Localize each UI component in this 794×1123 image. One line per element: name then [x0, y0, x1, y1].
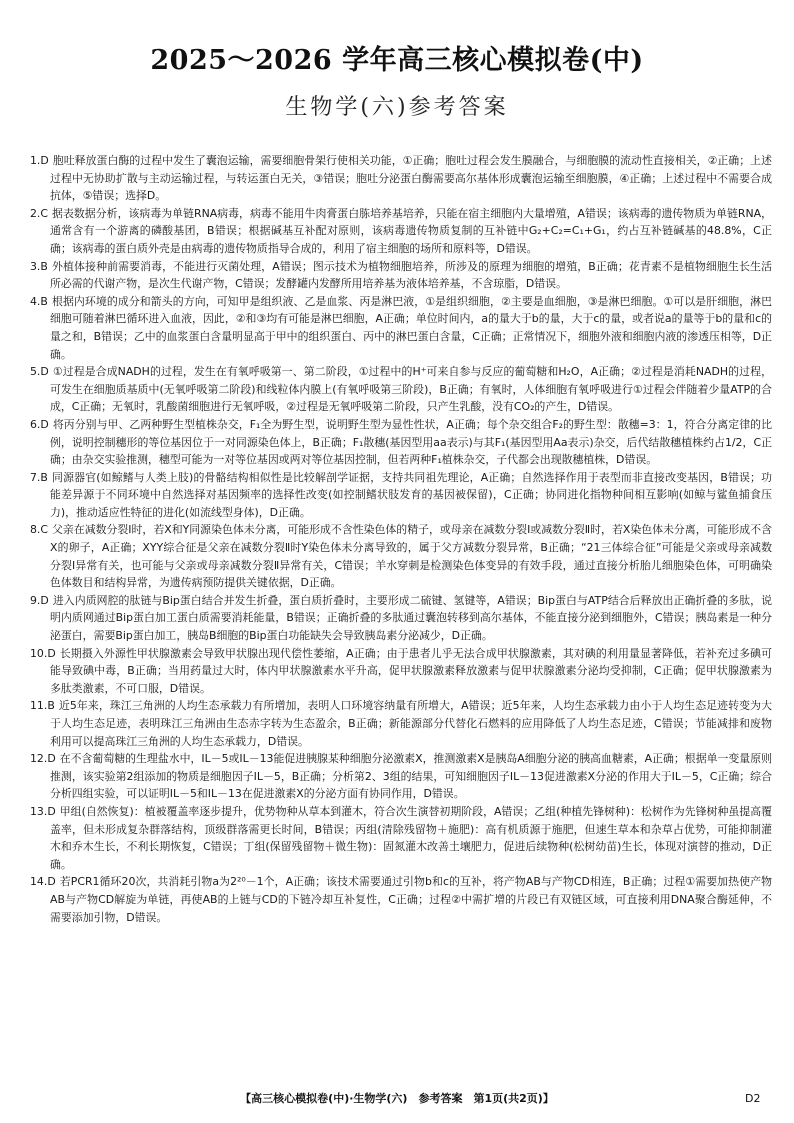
answer-item	[30, 873, 772, 926]
answer-item	[30, 293, 772, 363]
answer-key: C	[40, 523, 49, 537]
answer-explanation: 同源器官(如鲸鳍与人类上肢)的骨骼结构相似性是比较解剖学证据，支持共同祖先理论，A正确；自然选择作用于表型而非直接改变基因，B错误；功能差异源于不同环境中自然选择对基因频率的选择性改变(如控制鳍状肢发育的基因被保留)，C正确；协同进化指物种间相互影响(如鲸与鲨鱼捕食压力)，推动适应性特征的进化(如流线型身体)，D正确。	[50, 470, 772, 519]
answer-key: D	[47, 646, 56, 660]
answer-key: D	[47, 875, 56, 889]
page-title: 2025～2026 学年高三核心模拟卷(中)	[150, 45, 644, 76]
answer-number: 8.	[30, 523, 41, 537]
page-subtitle: 生物学(六)参考答案	[285, 95, 509, 120]
answer-number: 12.	[30, 752, 48, 766]
answer-item	[30, 469, 772, 522]
answer-explanation: 胞吐释放蛋白酶的过程中发生了囊泡运输，需要细胞骨架行使相关功能，①正确；胞吐过程会发生膜融合，与细胞膜的流动性直接相关，②正确；上述过程中无协助扩散与主动运输过程，与转运蛋白无关，③错误；胞吐分泌蛋白酶需要高尔基体形成囊泡运输至细胞膜，④正确；上述过程中不需要合成抗体，⑤错误；选择D。	[50, 154, 772, 203]
answer-number: 6.	[30, 417, 41, 431]
answer-item	[30, 592, 772, 645]
answer-key: D	[47, 752, 56, 766]
answer-number: 13.	[30, 804, 48, 818]
answer-explanation: 据表数据分析，该病毒为单链RNA病毒，病毒不能用牛肉膏蛋白胨培养基培养，只能在宿主细胞内大量增殖，A错误；该病毒的遗传物质为单链RNA，通常含有一个游离的磷酸基团，B错误；根据碱基互补配对原则，该病毒遗传物质复制的互补链中G₂+C₂=C₁+G₁，约占互补链碱基的48.8%，C正确；该病毒的蛋白质外壳是由病毒的遗传物质指导合成的，利用了宿主细胞的场所和原料等，D错误。	[50, 206, 772, 255]
answer-number: 3.	[30, 259, 41, 273]
answer-explanation: 外植体接种前需要消毒，不能进行灭菌处理，A错误；图示技术为植物细胞培养，所涉及的原理为细胞的增殖，B正确；花青素不是植物细胞生长生活所必需的代谢产物，是次生代谢产物，C错误；发酵罐内发酵所用培养基为液体培养基，不含琼脂，D错误。	[50, 259, 772, 291]
answer-key: B	[47, 699, 55, 713]
answer-number: 10.	[30, 646, 48, 660]
answer-key: D	[40, 154, 49, 167]
answer-item	[30, 416, 772, 469]
answer-explanation: ①过程是合成NADH的过程，发生在有氧呼吸第一、第二阶段，①过程中的H⁺可来自参与反应的葡萄糖和H₂O，A正确；②过程是消耗NADH的过程，可发生在细胞质基质中(无氧呼吸第二阶段)和线粒体内膜上(有氧呼吸第三阶段)，B正确；有氧时，人体细胞有氧呼吸进行①过程会伴随着少量ATP的合成，C正确；无氧时，乳酸菌细胞进行无氧呼吸，②过程是无氧呼吸第二阶段，只产生乳酸，没有CO₂的产生，D错误。	[50, 365, 772, 414]
answer-item	[30, 803, 772, 873]
answer-number: 11.	[30, 699, 48, 713]
answer-item	[30, 750, 772, 803]
answer-item	[30, 645, 772, 698]
answer-key: B	[40, 259, 48, 273]
answer-explanation: 根据内环境的成分和箭头的方向，可知甲是组织液、乙是血浆、丙是淋巴液，①是组织细胞，②主要是血细胞，③是淋巴细胞。①可以是肝细胞，淋巴细胞可随着淋巴循环进入血液，因此，②和③均有可能是淋巴细胞，A正确；单位时间内，a的量大于b的量，大于c的量，或者说a的量等于b的量和c的量之和，B错误；乙中的血浆蛋白含量明显高于甲中的组织蛋白、丙中的淋巴蛋白含量，C正确；正常情况下，细胞外液和细胞内液的渗透压相等，D正确。	[50, 294, 772, 361]
answer-item	[30, 152, 772, 205]
answer-item	[30, 521, 772, 591]
answer-explanation: 父亲在减数分裂Ⅰ时，若X和Y同源染色体未分离，可能形成不含性染色体的精子，或母亲在减数分裂Ⅰ或减数分裂Ⅱ时，若X染色体未分离，可能形成不含X的卵子，A正确；XYY综合征是父亲在减数分裂Ⅱ时Y染色体未分离导致的，属于父方减数分裂异常，B正确；“21三体综合征”可能是父亲或母亲减数分裂Ⅰ异常有关，也可能与父亲或母亲减数分裂Ⅱ异常有关，C错误；羊水穿刺是检测染色体变异的有效手段，通过直接分析胎儿细胞染色体，可明确染色体数目和结构异常，为遗传病预防提供关键依据，D正确。	[50, 523, 772, 590]
answer-number: 5.	[30, 365, 41, 379]
answer-explanation: 在不含葡萄糖的生理盐水中，IL－5或IL－13能促进胰腺某种细胞分泌激素X，推测激素X是胰岛A细胞分泌的胰高血糖素，A正确；根据单一变量原则推测，该实验第2组添加的物质是细胞因子IL－5，B正确；分析第2、3组的结果，可知细胞因子IL－13促进激素X分泌的作用大于IL－5，C正确；综合分析四组实验，可以证明IL－5和IL－13在促进激素X的分泌方面有协同作用，D错误。	[50, 752, 772, 801]
answer-item	[30, 205, 772, 258]
answer-key: D	[40, 417, 49, 431]
answer-explanation: 近5年来，珠江三角洲的人均生态承载力有所增加，表明人口环境容纳量有所增大，A错误；近5年来，人均生态承载力由小于人均生态足迹转变为大于人均生态足迹，表明珠江三角洲由生态赤字转为生态盈余，B正确；新能源部分代替化石燃料的应用降低了人均生态足迹，C错误；节能减排和废物利用可以提高珠江三角洲的人均生态承载力，D错误。	[50, 699, 772, 748]
answer-number: 9.	[30, 593, 41, 607]
answer-list	[30, 152, 772, 1072]
answer-key: B	[40, 470, 48, 484]
answer-item	[30, 258, 772, 293]
answer-explanation: 将丙分别与甲、乙两种野生型植株杂交，F₁全为野生型，说明野生型为显性性状，A正确；每个杂交组合F₂的野生型：散穗=3：1，符合分离定律的比例，说明控制穗形的等位基因位于一对同源染色体上，B正确；F₁散穗(基因型用aa表示)与其F₁(基因型用Aa表示)杂交，后代结散穗植株约占1/2，C正确；由杂交实验推测，穗型可能为一对等位基因或两对等位基因控制，但若两种F₁植株杂交，子代都会出现散穗植株，D错误。	[50, 417, 772, 467]
answer-explanation: 甲组(自然恢复)：植被覆盖率逐步提升，优势物种从草本到灌木，符合次生演替初期阶段，A错误；乙组(种植先锋树种)：松树作为先锋树种虽提高覆盖率，但未形成复杂群落结构，顶级群落需更长时间，B错误；丙组(清除残留物＋施肥)：高有机质源于施肥，但速生草本和杂草占优势，可能抑制灌木和乔木生长，不利长期恢复，C错误；丁组(保留残留物＋微生物)：固氮灌木改善土壤肥力，促进后续物种(松树幼苗)生长，体现对演替的推动，D正确。	[50, 804, 772, 871]
answer-number: 14.	[30, 875, 48, 889]
answer-number: 7.	[30, 470, 41, 484]
answer-explanation: 进入内质网腔的肽链与Bip蛋白结合并发生折叠，蛋白质折叠时，主要形成二硫键、氢键等，A错误；Bip蛋白与ATP结合后释放出正确折叠的多肽，说明内质网通过Bip蛋白加工蛋白质需要消耗能量，B错误；正确折叠的多肽通过囊泡转移到高尔基体，不能直接分泌到细胞外，C错误；胰岛素是一种分泌蛋白，需要Bip蛋白加工，胰岛B细胞的Bip蛋白功能缺失会导致胰岛素分泌减少，D正确。	[50, 593, 772, 643]
answer-number: 1.	[30, 154, 41, 167]
answer-number: 2.	[30, 206, 41, 220]
answer-key: D	[40, 593, 49, 607]
answer-explanation: 长期摄入外源性甲状腺激素会导致甲状腺出现代偿性萎缩，A正确；由于患者儿乎无法合成甲状腺激素，其对碘的利用量显著降低，若补充过多碘可能导致碘中毒，B正确；当用药量过大时，体内甲状腺激素水平升高，促甲状腺激素释放激素与促甲状腺激素分泌均受抑制，C正确；促甲状腺激素为多肽类激素，不可口服，D错误。	[50, 646, 772, 695]
answer-explanation: 若PCR1循环20次，共消耗引物a为2²⁰－1个，A正确；该技术需要通过引物b和c的互补，将产物AB与产物CD相连，B正确；过程①需要加热使产物AB与产物CD解旋为单链，再使AB的上链与CD的下链冷却互补复性，C正确；过程②中需扩增的片段已有双链区域，可直接利用DNA聚合酶延伸，不需要添加引物，D错误。	[50, 875, 772, 924]
answer-item	[30, 697, 772, 750]
answer-number: 4.	[30, 294, 41, 308]
answer-key: D	[47, 804, 56, 818]
footer-code: D2	[745, 1092, 761, 1105]
answer-key: C	[40, 206, 49, 220]
answer-item	[30, 363, 772, 416]
answer-key: D	[40, 365, 49, 379]
page-footer: 【高三核心模拟卷(中)·生物学(六) 参考答案 第1页(共2页)】	[240, 1092, 554, 1105]
answer-key: B	[40, 294, 48, 308]
